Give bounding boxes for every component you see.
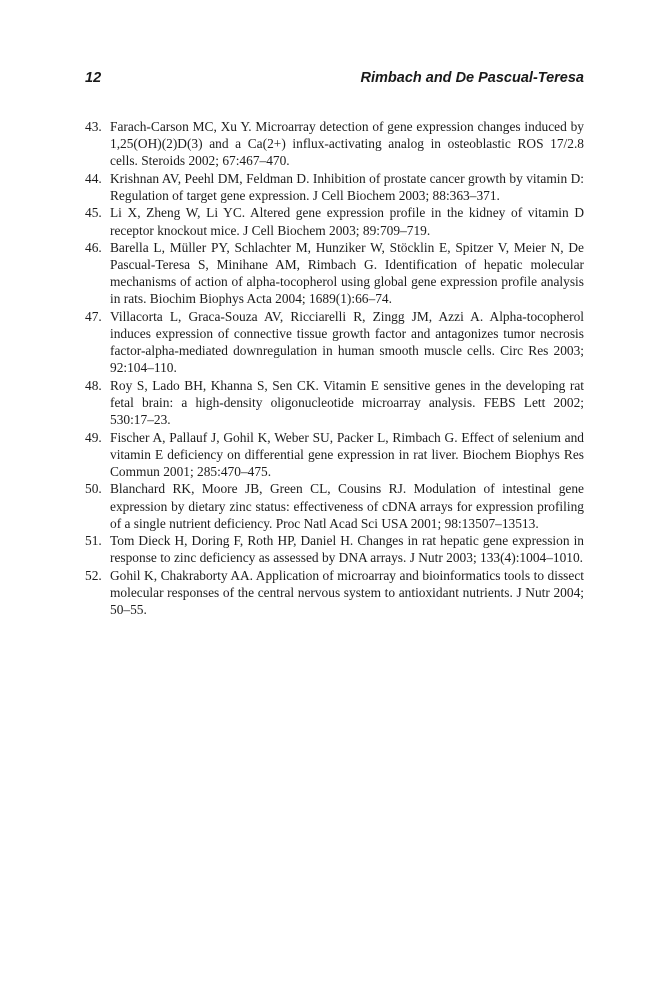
- reference-number: 48.: [85, 377, 102, 393]
- reference-item: [85, 239, 584, 307]
- reference-number: 46.: [85, 240, 102, 256]
- reference-text: Li X, Zheng W, Li YC. Altered gene expression profile in the kidney of vitamin D receptor knockout mice. J Cell Biochem 2003; 89:709–719.: [110, 205, 584, 238]
- reference-number: 50.: [85, 481, 102, 497]
- reference-text: Krishnan AV, Peehl DM, Feldman D. Inhibition of prostate cancer growth by vitamin D: Regulation of target gene expression. J Cell Biochem 2003; 88:363–371.: [110, 170, 584, 203]
- reference-item: [85, 118, 584, 169]
- reference-number: 47.: [85, 309, 102, 325]
- page-number: 12: [85, 70, 102, 86]
- reference-number: 52.: [85, 567, 102, 583]
- reference-number: 45.: [85, 205, 102, 221]
- reference-text: Tom Dieck H, Doring F, Roth HP, Daniel H. Changes in rat hepatic gene expression in response to zinc deficiency as assessed by DNA arrays. J Nutr 2003; 133(4):1004–1010.: [110, 533, 584, 566]
- reference-text: Barella L, Müller PY, Schlachter M, Hunziker W, Stöcklin E, Spitzer V, Meier N, De Pascual-Teresa S, Minihane AM, Rimbach G. Identification of hepatic molecular mechanisms of action of alpha-tocopherol using global gene expression profile analysis in rats. Biochim Biophys Acta 2004; 1689(1):66–74.: [110, 240, 584, 307]
- reference-item: [85, 308, 584, 376]
- reference-item: [85, 567, 584, 618]
- reference-list: [85, 118, 584, 619]
- reference-number: 44.: [85, 170, 102, 186]
- reference-number: 43.: [85, 119, 102, 134]
- reference-text: Gohil K, Chakraborty AA. Application of microarray and bioinformatics tools to dissect molecular responses of the central nervous system to antioxidant nutrients. J Nutr 2004; 50–55.: [110, 567, 584, 618]
- reference-item: [85, 377, 584, 428]
- reference-text: Roy S, Lado BH, Khanna S, Sen CK. Vitamin E sensitive genes in the developing rat fetal brain: a high-density oligonucleotide microarray analysis. FEBS Lett 2002; 530:17–23.: [110, 377, 584, 428]
- reference-item: [85, 429, 584, 480]
- reference-text: Blanchard RK, Moore JB, Green CL, Cousins RJ. Modulation of intestinal gene expression by dietary zinc status: effectiveness of cDNA arrays for expression profiling of a single nutrient deficiency. Proc Natl Acad Sci USA 2001; 98:13507–13513.: [110, 481, 584, 531]
- reference-item: [85, 170, 584, 204]
- running-head: [85, 70, 584, 90]
- reference-number: 49.: [85, 429, 102, 445]
- reference-item: [85, 204, 584, 238]
- reference-text: Villacorta L, Graca-Souza AV, Ricciarelli R, Zingg JM, Azzi A. Alpha-tocopherol induces expression of connective tissue growth factor and antagonizes tumor necrosis factor-alpha-mediated downregulation in human smooth muscle cells. Circ Res 2003; 92:104–110.: [110, 309, 584, 376]
- reference-number: 51.: [85, 533, 102, 549]
- reference-item: [85, 480, 584, 531]
- reference-item: [85, 532, 584, 566]
- running-title: Rimbach and De Pascual-Teresa: [360, 70, 584, 86]
- reference-text: Fischer A, Pallauf J, Gohil K, Weber SU, Packer L, Rimbach G. Effect of selenium and vitamin E deficiency on differential gene expression in rat liver. Biochem Biophys Res Commun 2001; 285:470–475.: [110, 429, 584, 479]
- reference-text: Farach-Carson MC, Xu Y. Microarray detection of gene expression changes induced by 1,25(OH)(2)D(3) and a Ca(2+) influx-activating analog in osteoblastic ROS 17/2.8 cells. Steroids 2002; 67:467–470.: [110, 119, 584, 169]
